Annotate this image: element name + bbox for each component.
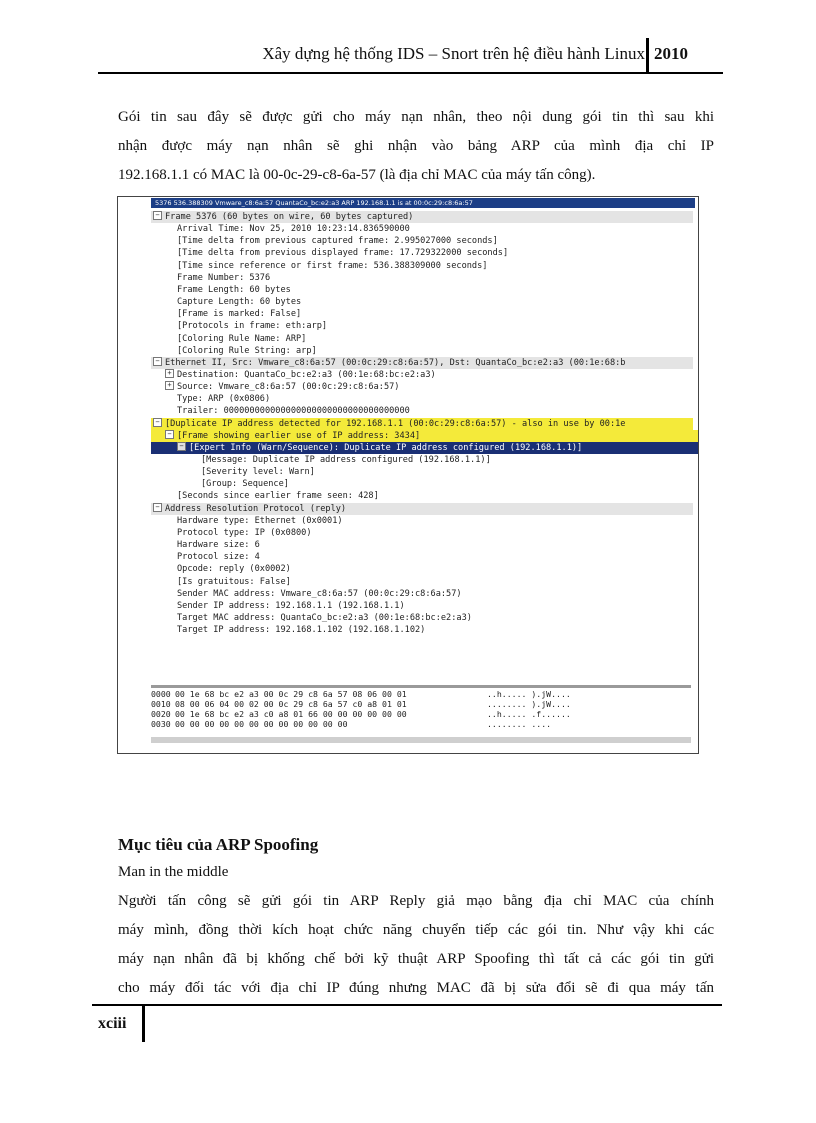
tree-row[interactable] [151,539,699,551]
tree-row-text: [Severity level: Warn] [201,467,315,478]
packet-details-tree [151,211,691,681]
tree-row-text: Sender MAC address: Vmware_c8:6a:57 (00:0c:29:c8:6a:57) [177,588,462,599]
hex-ascii: ........ .... [487,719,552,729]
tree-row-text: Protocol size: 4 [177,552,260,563]
body-line: Man in the middle [118,864,229,880]
tree-row[interactable] [151,260,699,272]
intro-line: 192.168.1.1 có MAC là 00-0c-29-c8-6a-57 (là địa chỉ MAC của máy tấn công). [118,167,596,183]
body-line: máy nạn nhân đã bị khống chế bởi kỹ thuật ARP Spoofing thì tất cả các gói tin gửi [118,951,714,967]
tree-row-text: Destination: QuantaCo_bc:e2:a3 (00:1e:68:bc:e2:a3) [177,369,436,380]
tree-row[interactable] [151,551,699,563]
tree-row[interactable] [151,345,699,357]
tree-row-text: Sender IP address: 192.168.1.1 (192.168.1.1) [177,600,405,611]
tree-row-text: [Coloring Rule String: arp] [177,345,317,356]
tree-row[interactable] [151,223,699,235]
tree-row[interactable] [151,381,699,393]
tree-row[interactable] [151,490,699,502]
tree-row-text: Type: ARP (0x0806) [177,394,271,405]
hex-ascii: ..h..... ).jW.... [487,689,571,699]
tree-row-text: Arrival Time: Nov 25, 2010 10:23:14.836590000 [177,224,410,235]
tree-row[interactable] [151,454,699,466]
tree-row[interactable] [151,503,693,515]
tree-row[interactable] [151,563,699,575]
tree-row-text: [Seconds since earlier frame seen: 428] [177,491,379,502]
collapse-icon[interactable]: − [177,442,186,451]
intro-paragraph [118,103,714,190]
collapse-icon[interactable]: − [153,418,162,427]
tree-row-text: [Coloring Rule Name: ARP] [177,333,307,344]
tree-row-text: Hardware size: 6 [177,540,260,551]
tree-row-text: [Time delta from previous captured frame: 2.995027000 seconds] [177,236,498,247]
tree-row[interactable] [151,515,699,527]
horizontal-scrollbar[interactable] [151,737,691,743]
intro-line: Gói tin sau đây sẽ được gửi cho máy nạn nhân, theo nội dung gói tin thì sau khi [118,109,714,125]
tree-row[interactable] [151,576,699,588]
tree-row[interactable] [151,478,699,490]
tree-row-text: Target IP address: 192.168.1.102 (192.168.1.102) [177,625,426,636]
collapse-icon[interactable]: − [153,503,162,512]
tree-row-text: Target MAC address: QuantaCo_bc:e2:a3 (00:1e:68:bc:e2:a3) [177,612,472,623]
tree-row-text: Source: Vmware_c8:6a:57 (00:0c:29:c8:6a:57) [177,382,400,393]
tree-row-text: [Duplicate IP address detected for 192.168.1.1 (00:0c:29:c8:6a:57) - also in use by 00:1e [165,418,626,429]
packet-bytes-pane [151,685,691,738]
tree-row[interactable] [151,247,699,259]
packet-summary-bar: 5376 536.388309 Vmware_c8:6a:57 QuantaCo_bc:e2:a3 ARP 192.168.1.1 is at 00:0c:29:c8:6a:57 [151,198,695,208]
tree-row[interactable] [151,393,699,405]
tree-row-text: [Time since reference or first frame: 536.388309000 seconds] [177,260,488,271]
page-header [98,38,723,74]
hex-ascii: ........ ).jW.... [487,699,571,709]
tree-row[interactable] [151,418,693,430]
hex-bytes: 08 00 06 04 00 02 00 0c 29 c8 6a 57 c0 a8 01 01 [175,699,407,709]
tree-row[interactable] [151,527,699,539]
tree-row-text: [Group: Sequence] [201,479,289,490]
hex-bytes: 00 1e 68 bc e2 a3 c0 a8 01 66 00 00 00 00 00 00 [175,709,407,719]
tree-row[interactable] [151,235,699,247]
collapse-icon[interactable]: − [153,357,162,366]
body-paragraph [118,858,714,1003]
tree-row[interactable] [151,369,699,381]
hex-offset: 0010 [151,699,171,709]
hex-bytes: 00 00 00 00 00 00 00 00 00 00 00 00 [175,719,348,729]
tree-row-text: [Time delta from previous displayed frame: 17.729322000 seconds] [177,248,509,259]
tree-row-text: Hardware type: Ethernet (0x0001) [177,515,343,526]
tree-row[interactable] [151,211,693,223]
tree-row[interactable] [151,588,699,600]
tree-row[interactable] [151,466,699,478]
tree-row-text: Trailer: 000000000000000000000000000000000000 [177,406,410,417]
tree-row-text: Opcode: reply (0x0002) [177,564,291,575]
tree-row[interactable] [151,600,699,612]
tree-row-text: [Expert Info (Warn/Sequence): Duplicate IP address configured (192.168.1.1)] [189,442,583,453]
tree-row[interactable] [151,333,699,345]
tree-row-text: Capture Length: 60 bytes [177,297,302,308]
footer-rule [92,1004,722,1006]
tree-row[interactable] [151,320,699,332]
tree-row[interactable] [151,272,699,284]
body-line: cho máy đối tác với địa chỉ IP đúng nhưng MAC đã bị sửa đổi sẽ đi qua máy tấn [118,980,714,996]
section-heading: Mục tiêu của ARP Spoofing [118,835,319,854]
tree-row[interactable] [151,357,693,369]
page-number: xciii [98,1015,127,1032]
hex-offset: 0020 [151,709,171,719]
intro-line: nhận được máy nạn nhân sẽ ghi nhận vào bảng ARP của mình địa chỉ IP [118,138,714,154]
tree-row[interactable] [151,612,699,624]
tree-row[interactable] [151,284,699,296]
tree-row[interactable] [151,308,699,320]
tree-row-text: [Protocols in frame: eth:arp] [177,321,328,332]
tree-row-text: [Message: Duplicate IP address configured (192.168.1.1)] [201,455,491,465]
tree-row[interactable] [151,442,699,454]
hex-bytes: 00 1e 68 bc e2 a3 00 0c 29 c8 6a 57 08 06 00 01 [175,689,407,699]
header-year: 2010 [654,44,688,63]
expand-icon[interactable]: + [165,369,174,378]
footer-divider [142,1004,145,1042]
tree-row-text: Frame 5376 (60 bytes on wire, 60 bytes captured) [165,212,414,222]
header-divider [646,38,649,72]
tree-row-text: [Is gratuitous: False] [177,576,291,587]
header-title: Xây dựng hệ thống IDS – Snort trên hệ điều hành Linux [262,44,645,63]
tree-row-text: Ethernet II, Src: Vmware_c8:6a:57 (00:0c:29:c8:6a:57), Dst: QuantaCo_bc:e2:a3 (00:1e:68:b [165,357,626,368]
body-line: Người tấn công sẽ gửi gói tin ARP Reply giả mạo bằng địa chỉ MAC của chính [118,893,714,909]
tree-row[interactable] [151,405,699,417]
tree-row-text: Frame Length: 60 bytes [177,284,291,295]
collapse-icon[interactable]: − [153,211,162,220]
tree-row-text: [Frame showing earlier use of IP address: 3434] [177,430,421,441]
hex-offset: 0030 [151,719,171,729]
tree-row[interactable] [151,430,699,442]
tree-row-text: Address Resolution Protocol (reply) [165,503,347,514]
tree-row[interactable] [151,296,699,308]
body-line: máy mình, đồng thời kích hoạt chức năng chuyển tiếp các gói tin. Như vậy khi các [118,922,714,938]
collapse-icon[interactable]: − [165,430,174,439]
hex-offset: 0000 [151,689,171,699]
tree-row-text: Frame Number: 5376 [177,272,271,283]
wireshark-screenshot [117,196,699,754]
hex-ascii: ..h..... .f...... [487,709,571,719]
tree-row[interactable] [151,624,699,636]
tree-row-text: [Frame is marked: False] [177,309,302,320]
tree-row-text: Protocol type: IP (0x0800) [177,527,312,538]
expand-icon[interactable]: + [165,381,174,390]
